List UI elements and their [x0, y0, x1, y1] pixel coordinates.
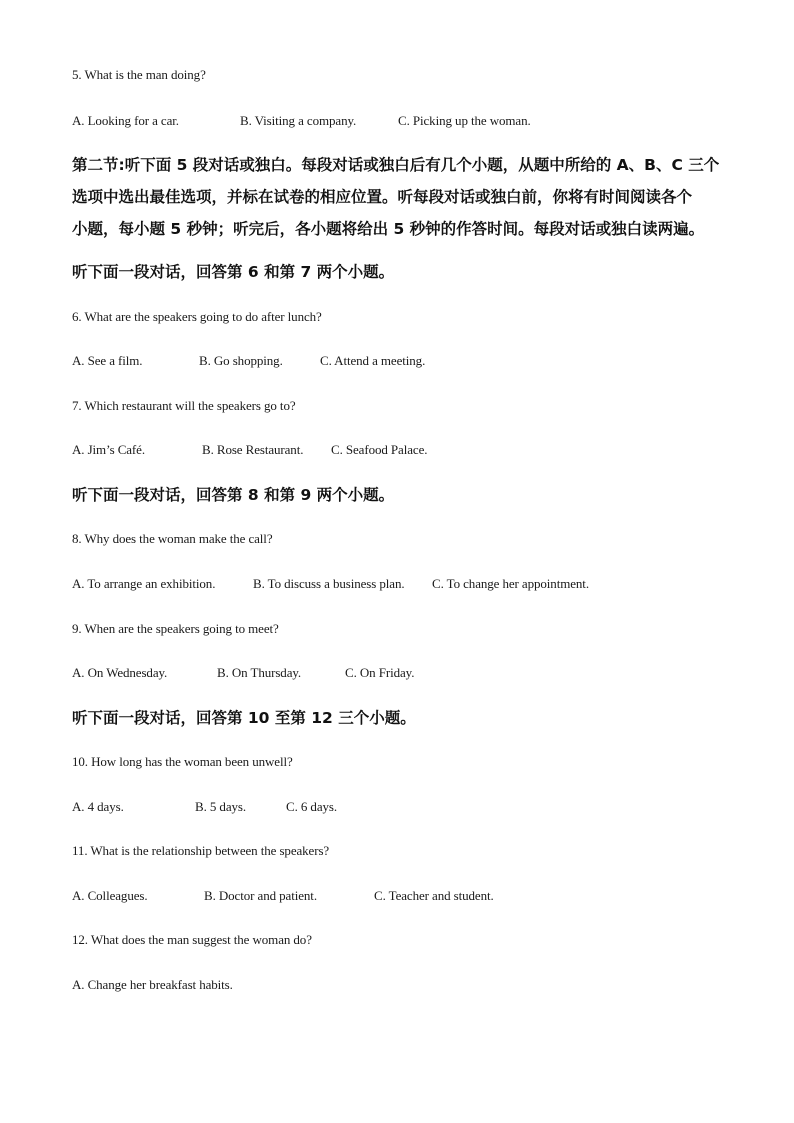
option-a: A. On Wednesday. [72, 665, 168, 680]
dialog-heading-2: 听下面一段对话，回答第 8 和第 9 两个小题。 [72, 486, 395, 504]
question-12: 12. What does the man suggest the woman do? [72, 932, 312, 947]
option-a: A. 4 days. [72, 799, 124, 814]
question-9: 9. When are the speakers going to meet? [72, 621, 279, 636]
option-c: C. To change her appointment. [432, 576, 589, 591]
option-c: C. On Friday. [345, 665, 415, 680]
option-a: A. Colleagues. [72, 888, 148, 903]
option-c: C. 6 days. [286, 799, 338, 814]
option-b: B. Visiting a company. [240, 113, 357, 128]
section2-line-2: 选项中选出最佳选项，并标在试卷的相应位置。听每段对话或独白前，你将有时间阅读各个 [72, 188, 693, 206]
option-a: A. To arrange an exhibition. [72, 576, 216, 591]
option-c: C. Seafood Palace. [331, 442, 428, 457]
question-5: 5. What is the man doing? [72, 67, 206, 82]
option-a: A. Jim’s Café. [72, 442, 145, 457]
question-6: 6. What are the speakers going to do after lunch? [72, 309, 322, 324]
option-a: A. Looking for a car. [72, 113, 179, 128]
section2-line-3: 小题，每小题 5 秒钟；听完后，各小题将给出 5 秒钟的作答时间。每段对话或独白读两遍。 [72, 220, 705, 238]
option-b: B. On Thursday. [217, 665, 302, 680]
option-b: B. To discuss a business plan. [253, 576, 405, 591]
question-11: 11. What is the relationship between the speakers? [72, 843, 330, 858]
option-b: B. 5 days. [195, 799, 247, 814]
question-10: 10. How long has the woman been unwell? [72, 754, 293, 769]
question-8: 8. Why does the woman make the call? [72, 531, 273, 546]
option-c: C. Attend a meeting. [320, 353, 426, 368]
option-b: B. Rose Restaurant. [202, 442, 304, 457]
option-b: B. Doctor and patient. [204, 888, 317, 903]
option-a: A. Change her breakfast habits. [72, 977, 233, 992]
option-a: A. See a film. [72, 353, 143, 368]
option-c: C. Picking up the woman. [398, 113, 531, 128]
dialog-heading-3: 听下面一段对话，回答第 10 至第 12 三个小题。 [72, 709, 416, 727]
question-7: 7. Which restaurant will the speakers go to? [72, 398, 296, 413]
option-b: B. Go shopping. [199, 353, 283, 368]
dialog-heading-1: 听下面一段对话，回答第 6 和第 7 两个小题。 [72, 263, 395, 281]
section2-line-1: 第二节:听下面 5 段对话或独白。每段对话或独白后有几个小题，从题中所给的 A、B、C 三个 [72, 156, 720, 174]
option-c: C. Teacher and student. [374, 888, 494, 903]
